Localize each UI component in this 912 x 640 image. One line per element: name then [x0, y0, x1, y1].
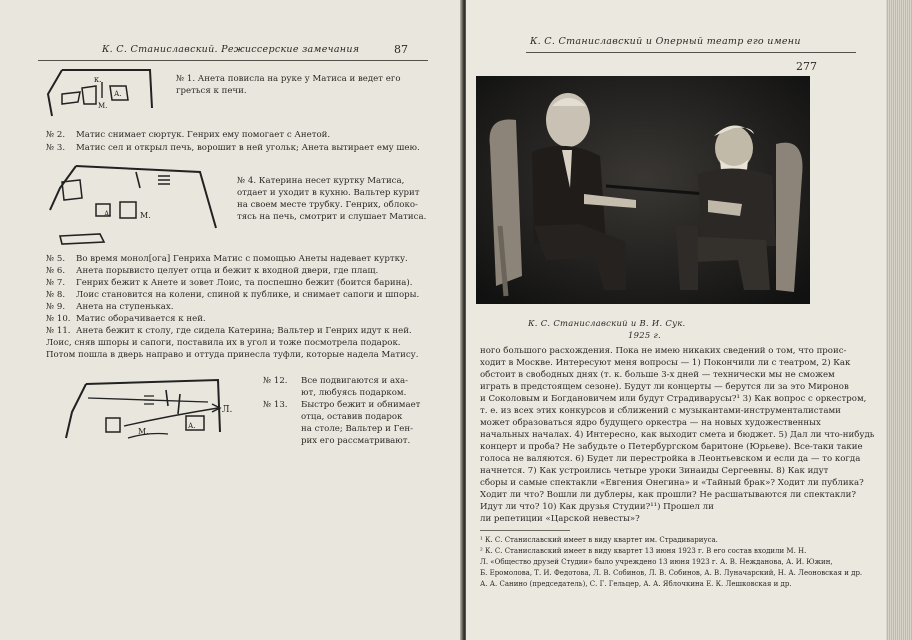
note-1-line-2: греться к печи. — [176, 86, 247, 96]
note-4-line-1: № 4. Катерина несет куртку Матиса, — [237, 176, 405, 186]
note-8: № 8. Лоис становится на колени, спиной к публике, и снимает сапоги и шпоры. — [46, 290, 420, 300]
body-line: Идут ли что? 10) Как друзья Студии?¹¹) Прошел ли — [480, 502, 714, 512]
body-line: и Соколовым и Богдановичем или будут Страдиварусы?¹ 3) Как вопрос с оркестром, — [480, 394, 867, 404]
body-line: ходит в Москве. Интересуют меня вопросы — 1) Покончили ли с театром, 2) Как — [480, 358, 851, 368]
left-page-number: 87 — [394, 43, 408, 56]
note-6: № 6. Анета порывисто целует отца и бежит к входной двери, где плащ. — [46, 266, 379, 276]
footnote-line: ² К. С. Станиславский имеет в виду квартет 13 июня 1923 г. В его состав входили М. Н. — [480, 547, 807, 555]
sketch1-label-m: М. — [98, 102, 108, 110]
footnote-line: ¹ К. С. Станиславский имеет в виду квартет им. Страдивариуса. — [480, 536, 718, 544]
right-page-number: 277 — [796, 60, 817, 73]
photo-image — [476, 76, 810, 304]
note-4-line-3: на своем месте трубку. Генрих, облоко- — [237, 200, 418, 210]
note-11-cont-1: Лоис, сняв шпоры и сапоги, поставила их в угол и тоже посмотрела подарок. — [46, 338, 401, 348]
note-2: № 2. Матис снимает сюртук. Генрих ему помогает с Анетой. — [46, 130, 331, 140]
note-13-num: № 13. — [263, 400, 288, 410]
sketch3-label-l: Л. — [222, 405, 233, 415]
note-1-line-1: № 1. Анета повисла на руке у Матиса и ведет его — [176, 74, 401, 84]
note-12-line-2: ют, любуясь подарком. — [301, 388, 407, 398]
photograph — [476, 76, 810, 304]
body-line: Ходит ли что? Вошли ли дублеры, как прошли? Не расшатываются ли спектакли? — [480, 490, 856, 500]
sketch1-label-k: к. — [94, 75, 102, 84]
photo-caption-line-2: 1925 г. — [628, 330, 661, 340]
note-11: № 11. Анета бежит к столу, где сидела Катерина; Вальтер и Генрих идут к ней. — [46, 326, 412, 336]
body-line: т. е. из всех этих конкурсов и сближений с музыкантами-инструменталистами — [480, 406, 841, 416]
note-5: № 5. Во время монол[ога] Генриха Матис с помощью Анеты надевает куртку. — [46, 254, 408, 264]
left-running-head: К. С. Станиславский. Режиссерские замечания — [102, 44, 360, 55]
body-line: начальных началах. 4) Интересно, как выходит смета и бюджет. 5) Дал ли что-нибудь — [480, 430, 875, 440]
right-running-head: К. С. Станиславский и Оперный театр его имени — [530, 36, 801, 47]
note-11-cont-2: Потом пошла в дверь направо и оттуда принесла туфли, которые надела Матису. — [46, 350, 419, 360]
body-line: концерт и проба? Не забудьте о Петербургском баритоне (Юрьеве). Все-таки такие — [480, 442, 863, 452]
sketch2-label-a: А. — [104, 210, 112, 218]
sketch2-label-m: М. — [140, 211, 151, 220]
note-9: № 9. Анета на ступеньках. — [46, 302, 174, 312]
stage-sketch-1 — [40, 64, 160, 122]
body-line: ли репетиции «Царской невесты»? — [480, 514, 640, 524]
body-line: обстоит в свободных днях (т. к. больше 3-х дней — технически мы не сможем — [480, 370, 835, 380]
note-12-num: № 12. — [263, 376, 288, 386]
stage-sketch-2 — [40, 158, 230, 250]
note-13-line-3: на столе; Вальтер и Ген- — [301, 424, 414, 434]
footnote-line: А. А. Санинo (председатель), С. Г. Гельцер, А. А. Яблочкина Е. К. Лешковская и др. — [480, 580, 792, 588]
left-head-rule — [38, 60, 428, 61]
body-line: играть в предстоящем сезоне). Будут ли концерты — берутся ли за это Миронов — [480, 382, 849, 392]
note-12-line-1: Все подвигаются и ахa- — [301, 376, 408, 386]
sketch1-label-a: А. — [114, 90, 122, 98]
note-13-line-4: рих его рассматривают. — [301, 436, 411, 446]
footnote-rule — [480, 530, 570, 531]
note-4-line-4: тясь на печь, смотрит и слушает Матиса. — [237, 212, 427, 222]
note-10: № 10. Матис оборачивается к ней. — [46, 314, 206, 324]
body-line: ного большого расхождения. Пока не имею никаких сведений о том, что проис- — [480, 346, 847, 356]
body-line: начнется. 7) Как устроились четыре уроки Зинаиды Сергеевны. 8) Как идут — [480, 466, 829, 476]
sketch3-label-m: М. — [138, 427, 149, 436]
sketch3-label-a: А. — [188, 422, 196, 430]
note-7: № 7. Генрих бежит к Анете и зовет Лоис, та поспешно бежит (боится барина). — [46, 278, 413, 288]
body-line: может образоваться ядро будущего оркестра — на новых художественных — [480, 418, 821, 428]
right-head-rule — [526, 52, 856, 53]
body-line: сборы и самые спектакли «Евгения Онегина» и «Тайный брак»? Ходит ли публика? — [480, 478, 864, 488]
footnote-line: Л. «Общество друзей Студии» было учреждено 13 июня 1923 г. А. В. Неждановa, А. И. Южин, — [480, 558, 833, 566]
note-13-line-1: Быстро бежит и обнимает — [301, 400, 421, 410]
page-edges — [886, 0, 912, 640]
photo-caption-line-1: К. С. Станиславский и В. И. Сук. — [528, 318, 686, 328]
note-3: № 3. Матис сел и открыл печь, ворошит в ней угольк; Анета вытирает ему шею. — [46, 143, 420, 153]
note-13-line-2: отца, оставив подарок — [301, 412, 403, 422]
stage-sketch-3 — [58, 372, 248, 458]
body-line: голоса не валяются. 6) Будет ли перестройка в Леонтьевском и если да — то когда — [480, 454, 861, 464]
footnote-line: Б. Еромолова, Т. И. Федотова, Л. В. Собинов, Л. В. Собинов, А. В. Луначарский, Н. А. Леоновская и др. — [480, 569, 863, 577]
note-4-line-2: отдает и уходит в кухню. Вальтер курит — [237, 188, 420, 198]
